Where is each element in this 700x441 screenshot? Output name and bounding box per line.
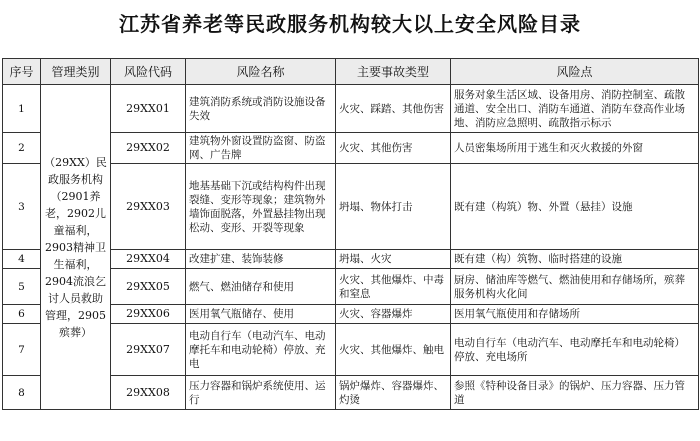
- row-no: 7: [3, 324, 41, 376]
- row-risk-point: 人员密集场所用于逃生和灭火救援的外窗: [451, 133, 699, 164]
- row-no: 6: [3, 305, 41, 324]
- management-category: （29XX）民政服务机构（2901养老，2902儿童福利，2903精神卫生福利，2904流浪乞讨人员救助管理，2905殡葬）: [41, 85, 111, 410]
- row-no: 1: [3, 85, 41, 133]
- row-code: 29XX04: [111, 250, 186, 269]
- header-code: 风险代码: [111, 59, 186, 85]
- header-category: 管理类别: [41, 59, 111, 85]
- row-accident-type: 火灾、其他爆炸、触电: [336, 324, 451, 376]
- row-risk-name: 地基基础下沉或结构构件出现裂缝、变形等现象；建筑物外墙饰面脱落，外置悬挂物出现松动、变形、开裂等现象: [186, 164, 336, 250]
- row-risk-name: 建筑消防系统或消防设施设备失效: [186, 85, 336, 133]
- row-code: 29XX06: [111, 305, 186, 324]
- table-row: [3, 85, 699, 133]
- row-code: 29XX05: [111, 269, 186, 305]
- row-risk-point: 参照《特种设备目录》的锅炉、压力容器、压力管道: [451, 376, 699, 410]
- row-no: 5: [3, 269, 41, 305]
- row-risk-point: 医用氧气瓶使用和存储场所: [451, 305, 699, 324]
- row-risk-name: 压力容器和锅炉系统使用、运行: [186, 376, 336, 410]
- row-no: 4: [3, 250, 41, 269]
- row-risk-point: 服务对象生活区域、设备用房、消防控制室、疏散通道、安全出口、消防车通道、消防车登高作业场地、消防应急照明、疏散指示标示: [451, 85, 699, 133]
- row-accident-type: 锅炉爆炸、容器爆炸、灼烫: [336, 376, 451, 410]
- row-accident-type: 火灾、其他爆炸、中毒和窒息: [336, 269, 451, 305]
- table-header-row: [3, 59, 699, 85]
- row-risk-name: 电动自行车（电动汽车、电动摩托车和电动轮椅）停放、充电: [186, 324, 336, 376]
- row-risk-point: 既有建（构）筑物、临时搭建的设施: [451, 250, 699, 269]
- page-title: 江苏省养老等民政服务机构较大以上安全风险目录: [119, 11, 581, 36]
- header-risk-name: 风险名称: [186, 59, 336, 85]
- row-risk-point: 既有建（构筑）物、外置（悬挂）设施: [451, 164, 699, 250]
- header-no: 序号: [3, 59, 41, 85]
- row-no: 8: [3, 376, 41, 410]
- row-accident-type: 坍塌、火灾: [336, 250, 451, 269]
- row-code: 29XX02: [111, 133, 186, 164]
- row-code: 29XX07: [111, 324, 186, 376]
- header-risk-point: 风险点: [451, 59, 699, 85]
- row-accident-type: 火灾、踩踏、其他伤害: [336, 85, 451, 133]
- row-code: 29XX03: [111, 164, 186, 250]
- row-code: 29XX08: [111, 376, 186, 410]
- risk-table: [2, 58, 699, 410]
- row-risk-name: 建筑物外窗设置防盗窗、防盗网、广告牌: [186, 133, 336, 164]
- row-risk-name: 改建扩建、装饰装修: [186, 250, 336, 269]
- row-accident-type: 火灾、其他伤害: [336, 133, 451, 164]
- row-code: 29XX01: [111, 85, 186, 133]
- row-accident-type: 火灾、容器爆炸: [336, 305, 451, 324]
- row-risk-name: 医用氧气瓶储存、使用: [186, 305, 336, 324]
- row-accident-type: 坍塌、物体打击: [336, 164, 451, 250]
- risk-table-container: [2, 58, 698, 441]
- row-risk-name: 燃气、燃油储存和使用: [186, 269, 336, 305]
- row-risk-point: 电动自行车（电动汽车、电动摩托车和电动轮椅）停放、充电场所: [451, 324, 699, 376]
- header-accident-type: 主要事故类型: [336, 59, 451, 85]
- row-no: 2: [3, 133, 41, 164]
- row-no: 3: [3, 164, 41, 250]
- row-risk-point: 厨房、储油库等燃气、燃油使用和存储场所，殡葬服务机构火化间: [451, 269, 699, 305]
